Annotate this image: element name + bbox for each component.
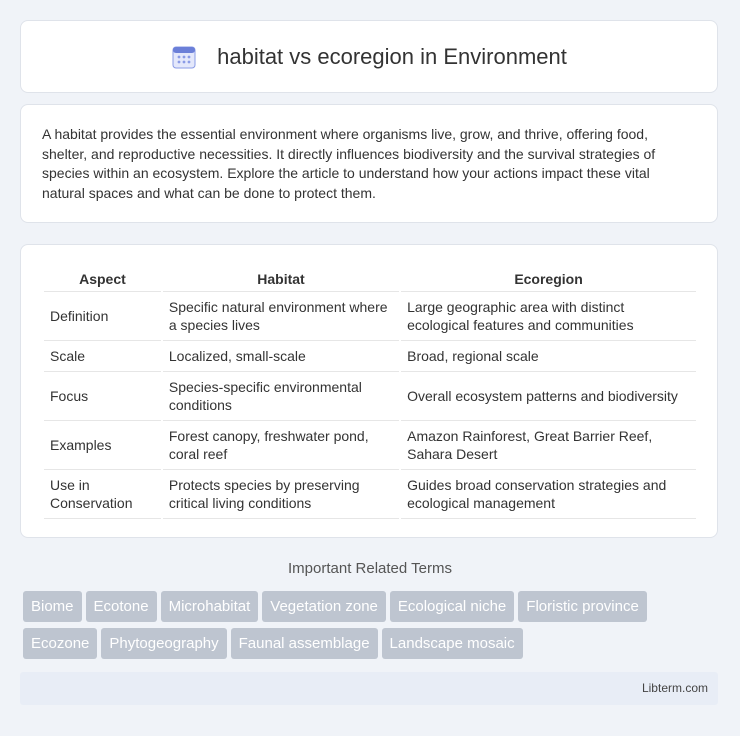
table-row (44, 470, 696, 519)
footer-site-link[interactable]: Libterm.com (641, 681, 708, 695)
table-row (44, 292, 696, 341)
cell-ecoregion: Guides broad conservation strategies and ecological management (401, 470, 696, 519)
cell-habitat: Specific natural environment where a species lives (163, 292, 399, 341)
intro-card (20, 104, 718, 223)
cell-ecoregion: Overall ecosystem patterns and biodiversity (401, 372, 696, 421)
cell-habitat: Forest canopy, freshwater pond, coral reef (163, 421, 399, 470)
cell-aspect: Definition (44, 292, 161, 341)
calendar-icon (171, 44, 197, 70)
tag-floristic-province[interactable]: Floristic province (518, 591, 647, 622)
tag-microhabitat[interactable]: Microhabitat (161, 591, 259, 622)
related-terms-list (23, 591, 723, 665)
header-habitat: Habitat (163, 265, 399, 292)
tag-faunal-assemblage[interactable]: Faunal assemblage (231, 628, 378, 659)
tag-phytogeography[interactable]: Phytogeography (101, 628, 226, 659)
cell-aspect: Use in Conservation (44, 470, 161, 519)
cell-aspect: Focus (44, 372, 161, 421)
comparison-table (42, 265, 698, 519)
table-row (44, 341, 696, 372)
table-row (44, 372, 696, 421)
tag-vegetation-zone[interactable]: Vegetation zone (262, 591, 386, 622)
cell-aspect: Scale (44, 341, 161, 372)
tag-landscape-mosaic[interactable]: Landscape mosaic (382, 628, 523, 659)
related-terms-title: Important Related Terms (288, 560, 452, 577)
cell-ecoregion: Broad, regional scale (401, 341, 696, 372)
cell-habitat: Localized, small-scale (163, 341, 399, 372)
tag-ecotone[interactable]: Ecotone (86, 591, 157, 622)
table-row (44, 421, 696, 470)
page-title: habitat vs ecoregion in Environment (217, 43, 567, 69)
header-aspect: Aspect (44, 265, 161, 292)
cell-aspect: Examples (44, 421, 161, 470)
header-ecoregion: Ecoregion (401, 265, 696, 292)
comparison-card (20, 244, 718, 538)
cell-habitat: Species-specific environmental conditions (163, 372, 399, 421)
tag-ecozone[interactable]: Ecozone (23, 628, 97, 659)
cell-ecoregion: Large geographic area with distinct ecological features and communities (401, 292, 696, 341)
cell-habitat: Protects species by preserving critical living conditions (163, 470, 399, 519)
header-card (20, 20, 718, 93)
intro-text: A habitat provides the essential environment where organisms live, grow, and thrive, offering food, shelter, and reproductive necessities. It directly influences biodiversity and the survival strategies of species within an ecosystem. Explore the article to understand how your actions impact these vital natural spaces and what can be done to protect them. (42, 126, 656, 201)
tag-ecological-niche[interactable]: Ecological niche (390, 591, 514, 622)
footer (20, 672, 718, 705)
table-header-row (44, 265, 696, 292)
cell-ecoregion: Amazon Rainforest, Great Barrier Reef, Sahara Desert (401, 421, 696, 470)
tag-biome[interactable]: Biome (23, 591, 82, 622)
